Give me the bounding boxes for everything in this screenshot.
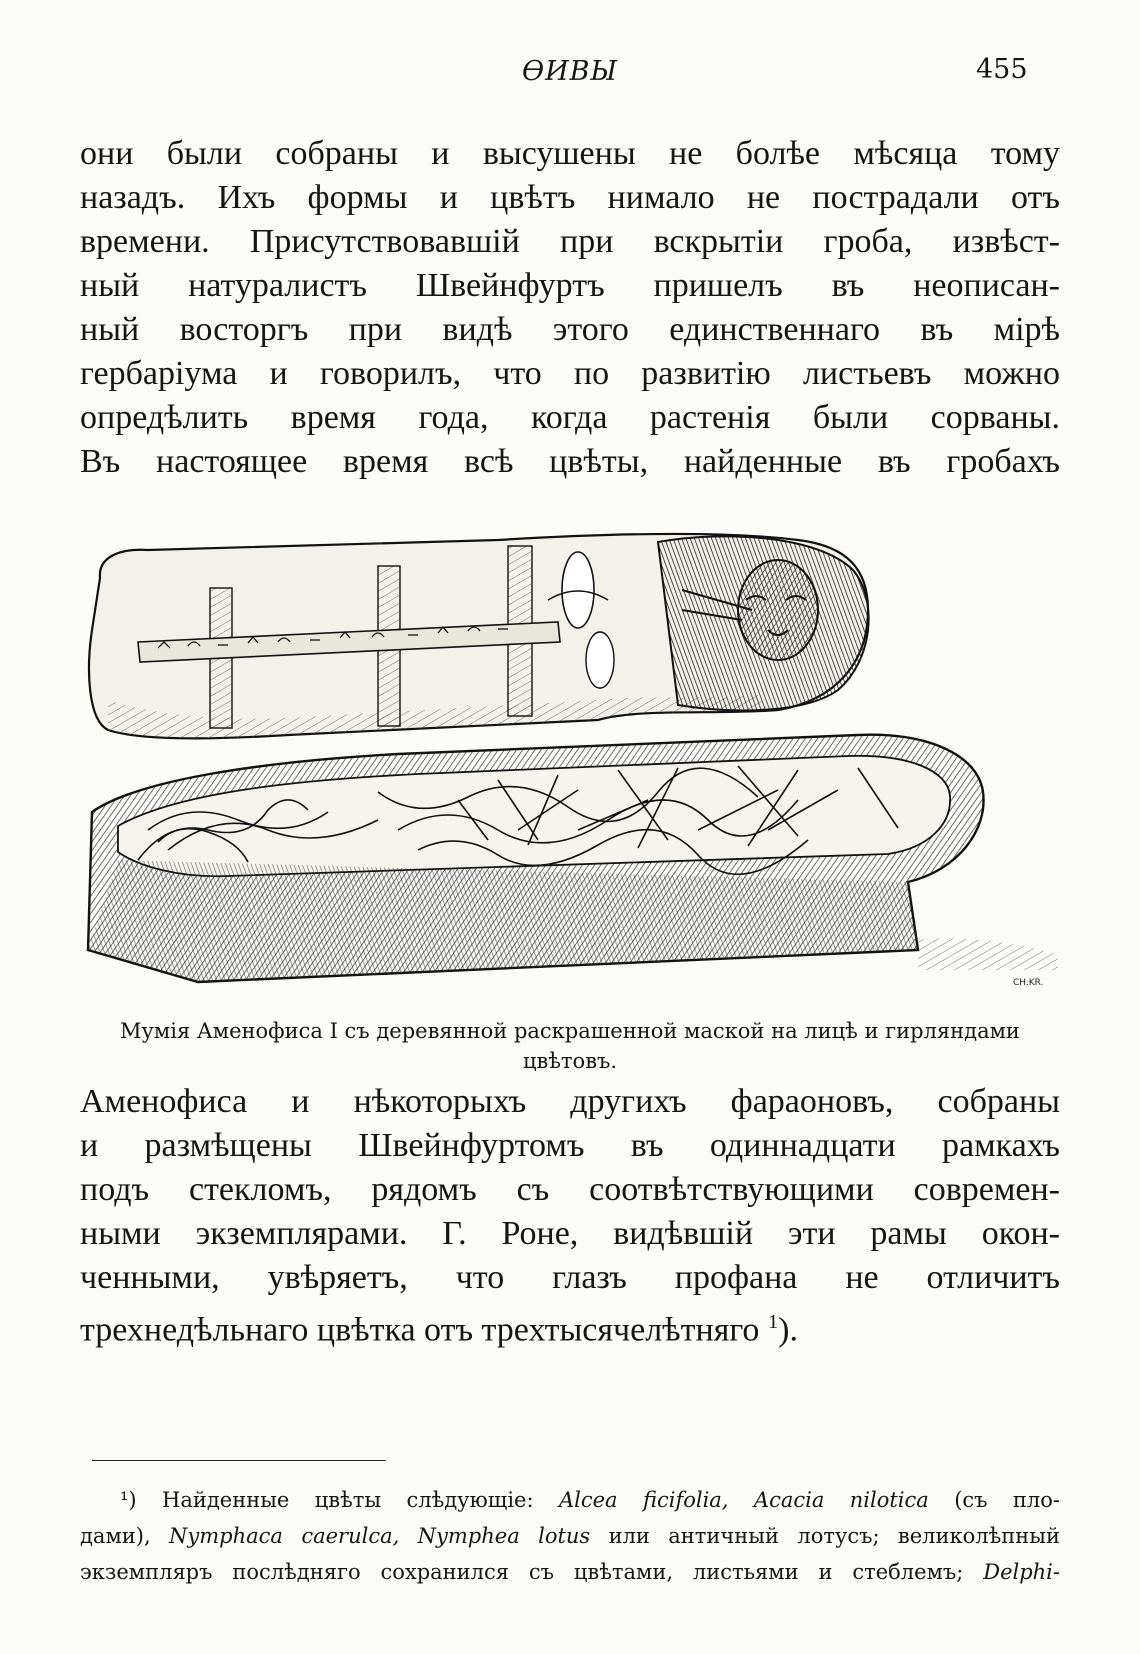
text-line: Въ настоящее время всѣ цвѣты, найденные въ гробахъ [80, 443, 1060, 480]
running-head: ѲИВЫ [521, 56, 619, 87]
text-line: и размѣщены Швейнфуртомъ въ одиннадцати рамкахъ [80, 1127, 1060, 1164]
text-line: гербаріума и говорилъ, что по развитію листьевъ можно [80, 355, 1060, 392]
footnote-latin-name: Nymphea lotus [417, 1524, 591, 1548]
text-line: назадъ. Ихъ формы и цвѣтъ нимало не пострадали отъ [80, 179, 1060, 216]
paragraph-bottom [80, 1080, 1060, 1352]
last-line-end: ). [778, 1311, 798, 1349]
footnote-text: (съ пло- [954, 1488, 1060, 1512]
text-line: Аменофиса и нѣкоторыхъ другихъ фараоновъ, собраны [80, 1083, 1060, 1120]
footnote [80, 1482, 1060, 1590]
footnote-line [80, 1482, 1060, 1518]
engraver-mark: CH.KR. [1013, 978, 1044, 988]
footnote-divider [92, 1460, 386, 1461]
page-number: 455 [976, 54, 1028, 85]
caption-line: цвѣтовъ. [522, 1049, 618, 1073]
text-line: опредѣлить время года, когда растенія были сорваны. [80, 399, 1060, 436]
text-line: подъ стекломъ, рядомъ съ соотвѣтствующими современ- [80, 1171, 1060, 1208]
text-line: ными экземплярами. Г. Роне, видѣвшій эти рамы окон- [80, 1215, 1060, 1252]
mummy-engraving-illustration [78, 530, 1068, 990]
text-line: времени. Присутствовавшій при вскрытіи гроба, извѣст- [80, 223, 1060, 260]
footnote-latin-name: Acacia nilotica [753, 1488, 929, 1512]
sarcophagus-engraving [78, 530, 1068, 990]
footnote-line [80, 1554, 1060, 1590]
footnote-latin-name: Delphi- [983, 1560, 1060, 1584]
text-line [80, 1300, 1060, 1352]
footnote-line [80, 1518, 1060, 1554]
footnote-marker: ¹) [120, 1488, 137, 1512]
text-line: ный натуралистъ Швейнфуртъ пришелъ въ неописан- [80, 267, 1060, 304]
text-line: ный восторгъ при видѣ этого единственнаго въ мірѣ [80, 311, 1060, 348]
footnote-text: дами), [80, 1524, 151, 1548]
text-line: ченными, увѣряетъ, что глазъ профана не отличитъ [80, 1259, 1060, 1296]
footnote-text: Найденные цвѣты слѣдующіе: [162, 1488, 534, 1512]
footnote-reference[interactable]: 1 [767, 1311, 779, 1333]
paragraph-top [80, 132, 1060, 484]
caption-line: Мумія Аменофиса I съ деревянной раскрашенной маской на лицѣ и гирляндами [120, 1019, 1020, 1043]
footnote-text: или античный лотусъ; великолѣпный [608, 1524, 1060, 1548]
footnote-latin-name: Alcea ficifolia, [558, 1488, 729, 1512]
last-line-text: трехнедѣльнаго цвѣтка отъ трехтысячелѣтняго [80, 1311, 760, 1349]
footnote-latin-name: Nymphaca caerulca, [169, 1524, 400, 1548]
footnote-text: экземпляръ послѣдняго сохранился съ цвѣтами, листьями и стеблемъ; [80, 1560, 964, 1584]
text-line: они были собраны и высушены не болѣе мѣсяца тому [80, 135, 1060, 172]
figure-caption [80, 1016, 1060, 1076]
